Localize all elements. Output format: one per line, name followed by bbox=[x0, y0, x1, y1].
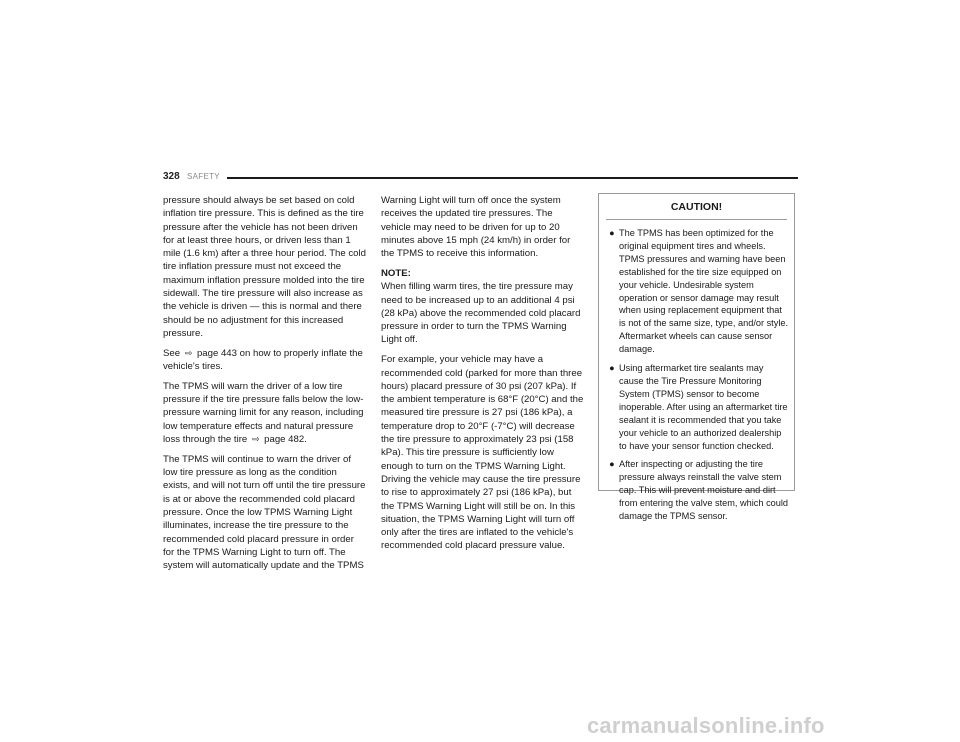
text-column-middle bbox=[381, 194, 584, 559]
list-item bbox=[609, 227, 789, 356]
paragraph: Warning Light will turn off once the system receives the updated tire pressures. The vehicle may need to be driven for up to 20 minutes above 15 mph (24 km/h) in order for the TPMS to receive this information. bbox=[381, 195, 571, 260]
watermark: carmanualsonline.info bbox=[587, 713, 825, 738]
header-rule bbox=[227, 177, 798, 179]
paragraph: The TPMS will continue to warn the driver of low tire pressure as long as the condition exists, and will not turn off until the tire pressure is at or above the recommended cold placard pressure. Once the low TPMS Warning Light illuminates, increase the tire pressure to the recommended cold placard pressure in order for the TPMS Warning Light to turn off. The system will automatically update and the TPMS bbox=[163, 453, 366, 572]
page-header bbox=[163, 171, 798, 185]
page-ref-arrow-icon: ⇨ bbox=[184, 347, 193, 358]
list-item-text: After inspecting or adjusting the tire pressure always reinstall the valve stem cap. This will prevent moisture and dirt from entering the valve stem, which could damage the TPMS sensor. bbox=[619, 459, 789, 522]
paragraph bbox=[163, 380, 366, 446]
list-item bbox=[609, 362, 789, 452]
text: The TPMS will warn the driver of a low tire pressure if the tire pressure falls below the low-pressure warning limit for any reason, including low temperature effects and natural pressure loss through the tire bbox=[163, 380, 364, 446]
list-item-text: The TPMS has been optimized for the original equipment tires and wheels. TPMS pressures and warning have been established for the tire size equipped on your vehicle. Undesirable system operation or sensor damage may result when using replacement equipment that is not of the same size, type, and/or style. Aftermarket wheels can cause sensor damage. bbox=[619, 228, 789, 355]
text-column-left bbox=[163, 194, 366, 579]
bullet-icon: ● bbox=[609, 228, 615, 238]
page-number: 328 bbox=[163, 171, 180, 182]
note-label: NOTE: bbox=[381, 267, 411, 279]
text: page 443 on how to properly inflate the vehicle's tires. bbox=[163, 347, 363, 373]
note-text: When filling warm tires, the tire pressure may need to be increased up to an additional 4 psi (28 kPa) above the recommended cold placard pressure in order to turn the TPMS Warning Light off. bbox=[381, 281, 581, 346]
bullet-icon: ● bbox=[609, 459, 615, 470]
caution-title: CAUTION! bbox=[606, 194, 787, 220]
paragraph: pressure should always be set based on cold inflation tire pressure. This is defined as the tire pressure after the vehicle has not been driven for at least three hours, or driven less than 1 mile (1.6 km) after a three hour period. The cold tire inflation pressure must not exceed the maximum inflation pressure molded into the tire sidewall. The tire pressure will also increase as the vehicle is driven — this is normal and there should be no adjustment for this increased pressure. bbox=[163, 195, 366, 339]
paragraph: For example, your vehicle may have a recommended cold (parked for more than three hours) placard pressure of 30 psi (207 kPa). If the ambient temperature is 68°F (20°C) and the measured tire pressure is 27 psi (186 kPa), a temperature drop to 20°F (-7°C) will decrease the tire pressure to approximately 23 psi (158 kPa). This tire pressure is sufficiently low enough to turn on the TPMS Warning Light. Driving the vehicle may cause the tire pressure to rise to approximately 27 psi (186 kPa), but the TPMS Warning Light will still be on. In this situation, the TPMS Warning Light will turn off only after the tires are inflated to the vehicle's recommended cold placard pressure value. bbox=[381, 354, 584, 552]
paragraph bbox=[163, 347, 366, 374]
list-item-text: Using aftermarket tire sealants may cause the Tire Pressure Monitoring System (TPMS) sensor to become inoperable. After using an aftermarket tire sealant it is recommended that you take your vehicle to an authorized dealership to have your sensor function checked. bbox=[619, 363, 788, 451]
text: See bbox=[163, 347, 181, 359]
text: page 482. bbox=[264, 434, 307, 446]
list-item bbox=[609, 458, 789, 523]
caution-box bbox=[598, 193, 795, 522]
section-title: SAFETY bbox=[187, 172, 220, 181]
page-ref-arrow-icon: ⇨ bbox=[251, 434, 260, 445]
bullet-icon: ● bbox=[609, 363, 615, 374]
caution-list bbox=[599, 227, 794, 523]
